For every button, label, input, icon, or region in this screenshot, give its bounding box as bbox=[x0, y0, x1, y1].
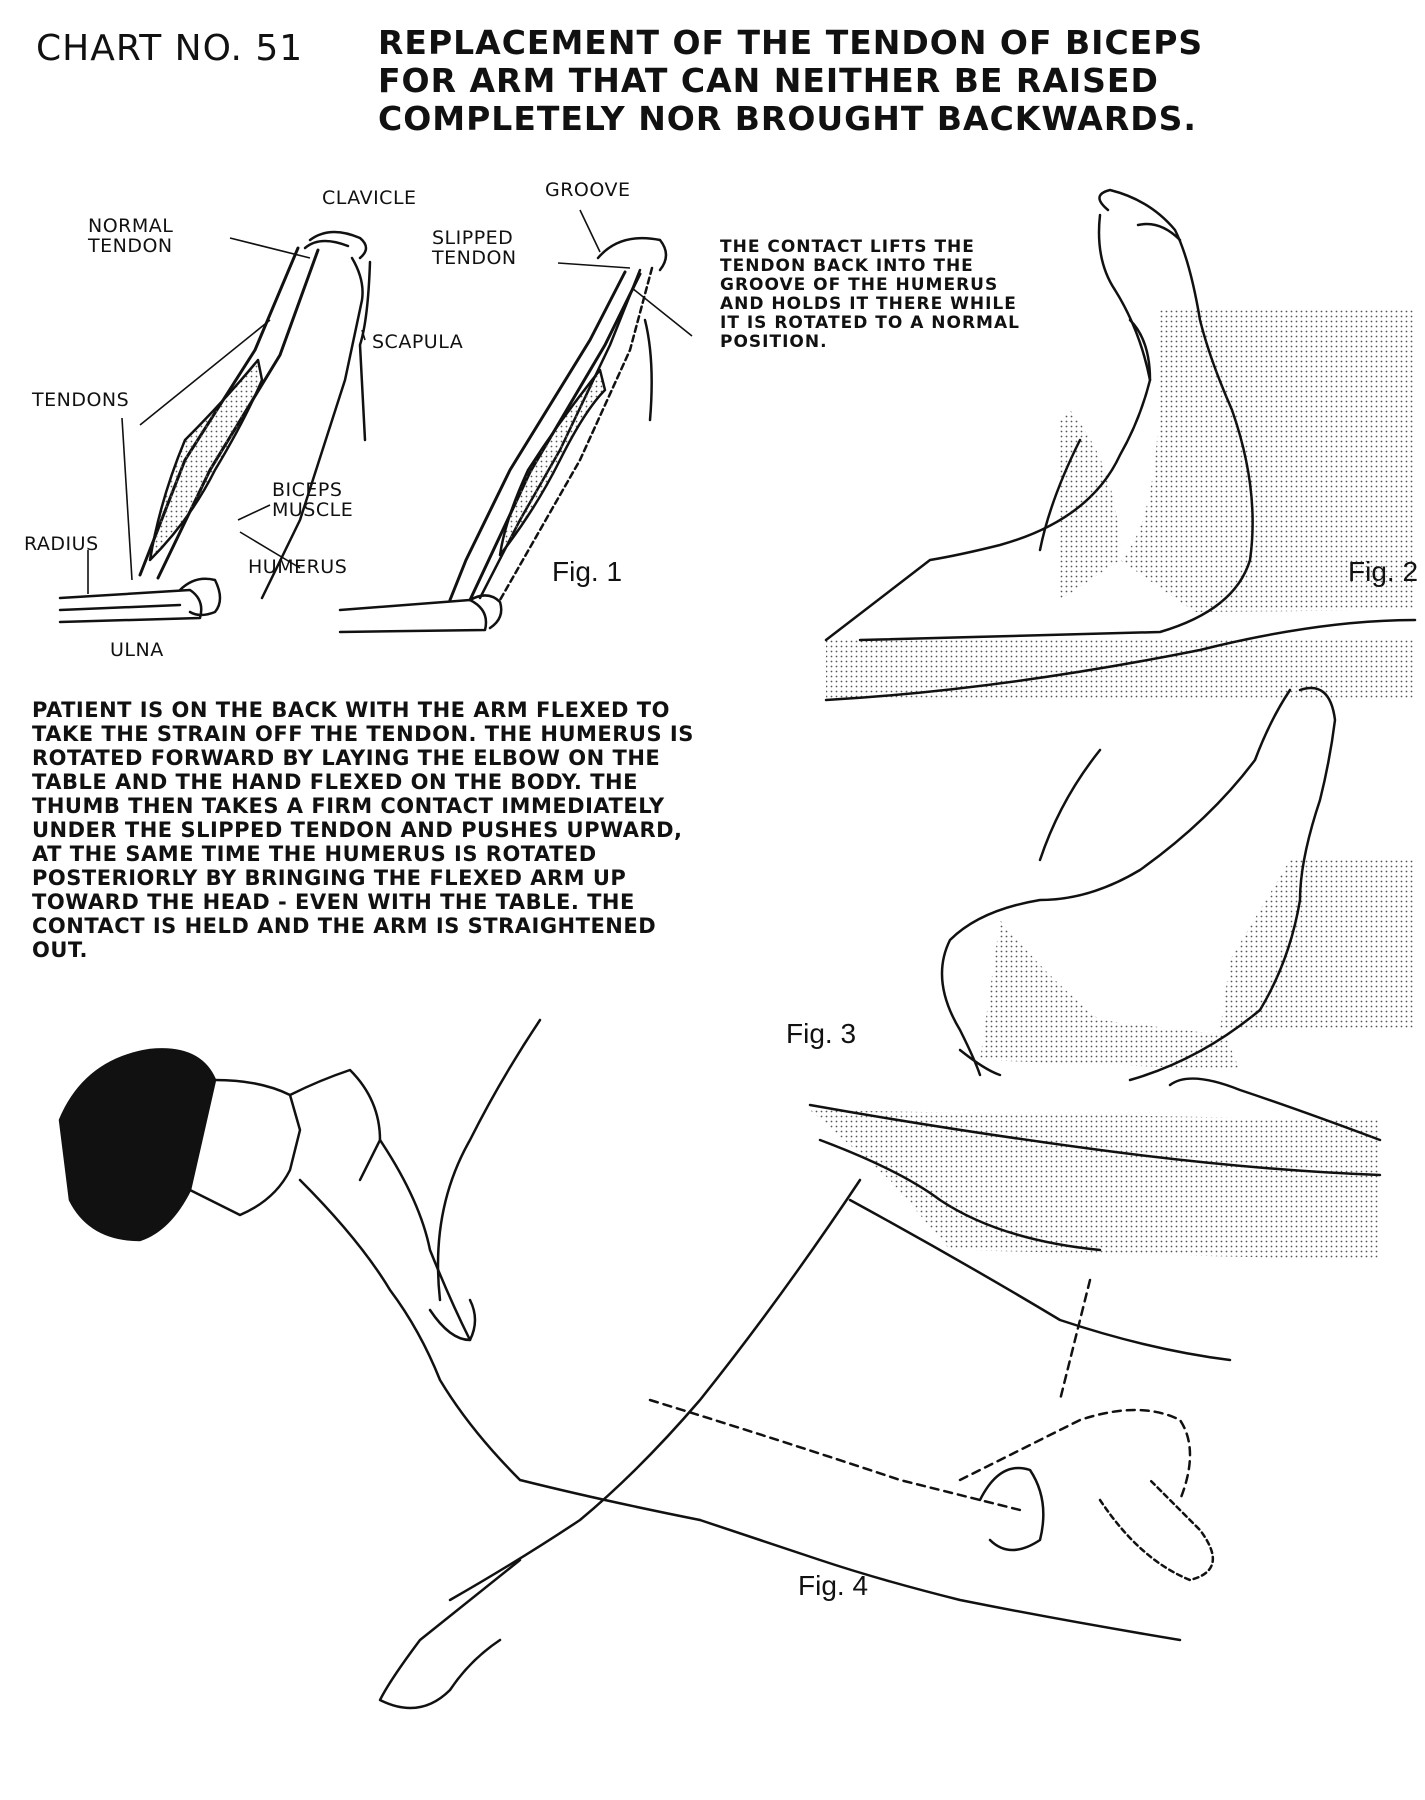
label-line: SLIPPED bbox=[432, 227, 514, 249]
label-clavicle: CLAVICLE bbox=[322, 187, 417, 209]
label-tendons: TENDONS bbox=[32, 389, 130, 411]
fig2-note bbox=[720, 238, 1020, 352]
label-slipped-tendon bbox=[432, 228, 517, 268]
instruction-line: THUMB THEN TAKES A FIRM CONTACT IMMEDIATELY bbox=[32, 794, 665, 818]
note-line: POSITION. bbox=[720, 332, 828, 352]
instruction-line: UNDER THE SLIPPED TENDON AND PUSHES UPWARD, bbox=[32, 818, 683, 842]
fig3-caption: Fig. 3 bbox=[786, 1018, 857, 1049]
label-ulna: ULNA bbox=[110, 639, 164, 661]
label-biceps-muscle bbox=[272, 480, 353, 520]
fig2-caption: Fig. 2 bbox=[1348, 556, 1419, 587]
instruction-line: POSTERIORLY BY BRINGING THE FLEXED ARM UP bbox=[32, 866, 627, 890]
instruction-line: TABLE AND THE HAND FLEXED ON THE BODY. THE bbox=[32, 770, 638, 794]
label-normal-tendon bbox=[88, 216, 173, 256]
label-line: TENDON bbox=[88, 235, 173, 257]
note-line: IT IS ROTATED TO A NORMAL bbox=[720, 313, 1020, 333]
fig1-caption: Fig. 1 bbox=[552, 556, 623, 587]
instruction-line: TOWARD THE HEAD - EVEN WITH THE TABLE. THE bbox=[32, 890, 635, 914]
label-scapula: SCAPULA bbox=[372, 331, 464, 353]
instruction-line: OUT. bbox=[32, 938, 89, 962]
label-line: NORMAL bbox=[88, 215, 174, 237]
title-line: FOR ARM THAT CAN NEITHER BE RAISED bbox=[378, 61, 1159, 100]
label-radius: RADIUS bbox=[24, 533, 99, 555]
label-line: BICEPS bbox=[272, 479, 343, 501]
fig3-arm-drawing bbox=[810, 688, 1415, 1260]
label-line: TENDON bbox=[432, 247, 517, 269]
label-line: MUSCLE bbox=[272, 499, 354, 521]
instruction-line: AT THE SAME TIME THE HUMERUS IS ROTATED bbox=[32, 842, 597, 866]
instruction-line: TAKE THE STRAIN OFF THE TENDON. THE HUMERUS IS bbox=[32, 722, 694, 746]
label-humerus: HUMERUS bbox=[248, 556, 348, 578]
instructions-text bbox=[32, 698, 694, 962]
title-line: REPLACEMENT OF THE TENDON OF BICEPS bbox=[378, 23, 1204, 62]
label-groove: GROOVE bbox=[545, 179, 631, 201]
title-line: COMPLETELY NOR BROUGHT BACKWARDS. bbox=[378, 99, 1197, 138]
note-line: THE CONTACT LIFTS THE bbox=[720, 237, 975, 257]
instruction-line: CONTACT IS HELD AND THE ARM IS STRAIGHTENED bbox=[32, 914, 657, 938]
instruction-line: ROTATED FORWARD BY LAYING THE ELBOW ON THE bbox=[32, 746, 661, 770]
note-line: TENDON BACK INTO THE bbox=[720, 256, 974, 276]
fig4-caption: Fig. 4 bbox=[798, 1570, 869, 1601]
chart-number: CHART NO. 51 bbox=[36, 28, 304, 69]
note-line: AND HOLDS IT THERE WHILE bbox=[720, 294, 1017, 314]
instruction-line: PATIENT IS ON THE BACK WITH THE ARM FLEXED TO bbox=[32, 698, 670, 722]
page-title bbox=[378, 24, 1203, 138]
note-line: GROOVE OF THE HUMERUS bbox=[720, 275, 999, 295]
